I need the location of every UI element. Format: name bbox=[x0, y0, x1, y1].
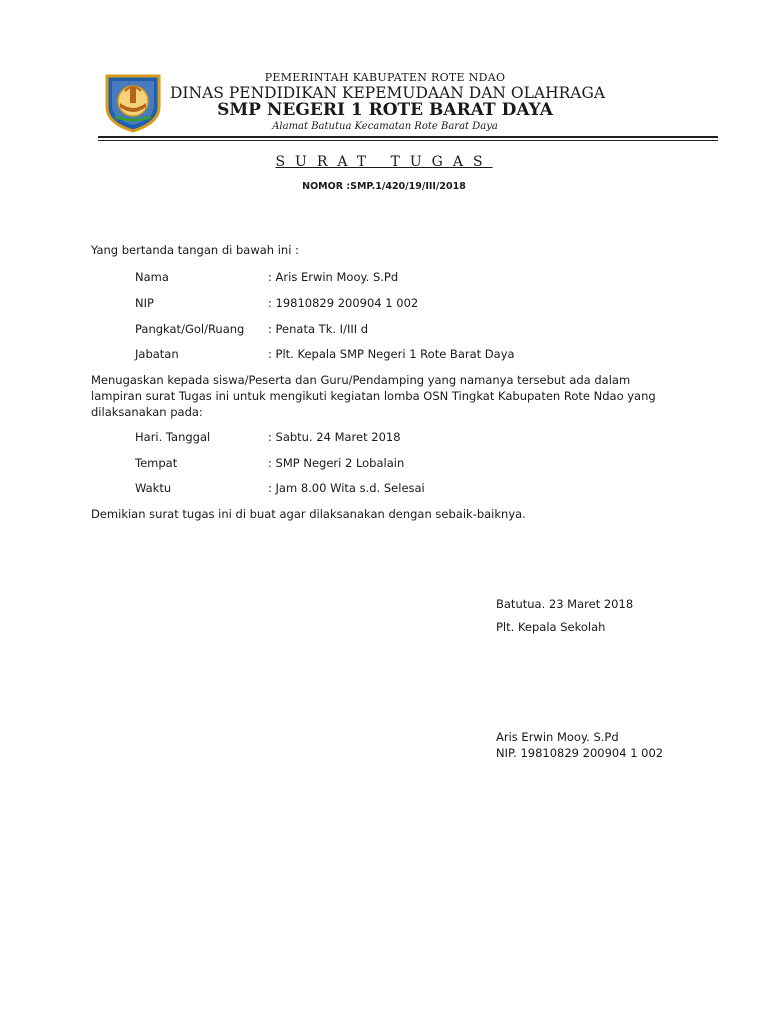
government-name: PEMERINTAH KABUPATEN ROTE NDAO bbox=[264, 71, 506, 84]
school-address: Alamat Batutua Kecamatan Rote Barat Daya bbox=[272, 121, 498, 132]
field-value-tempat: : SMP Negeri 2 Lobalain bbox=[268, 456, 405, 470]
field-value-nip: : 19810829 200904 1 002 bbox=[268, 296, 419, 310]
body-line-3: dilaksanakan pada: bbox=[91, 405, 203, 419]
letter-title: SURAT TUGAS bbox=[275, 154, 493, 170]
signature-name: Aris Erwin Mooy. S.Pd bbox=[496, 730, 619, 744]
field-label-nip: NIP bbox=[135, 296, 154, 310]
letterhead-divider bbox=[98, 136, 718, 138]
body-line-1: Menugaskan kepada siswa/Peserta dan Guru/Pendamping yang namanya tersebut ada dalam bbox=[91, 373, 631, 387]
field-label-waktu: Waktu bbox=[135, 481, 172, 495]
field-value-nama: : Aris Erwin Mooy. S.Pd bbox=[268, 270, 399, 284]
regency-emblem-icon bbox=[103, 73, 163, 133]
letterhead-divider-thin bbox=[98, 140, 718, 141]
field-label-hari: Hari. Tanggal bbox=[135, 430, 211, 444]
closing-text: Demikian surat tugas ini di buat agar dilaksanakan dengan sebaik-baiknya. bbox=[91, 507, 526, 521]
letter-number: NOMOR :SMP.1/420/19/III/2018 bbox=[302, 181, 466, 192]
field-label-tempat: Tempat bbox=[135, 456, 178, 470]
intro-text: Yang bertanda tangan di bawah ini : bbox=[91, 243, 299, 257]
body-line-2: lampiran surat Tugas ini untuk mengikuti kegiatan lomba OSN Tingkat Kabupaten Rote Ndao yang bbox=[91, 389, 656, 403]
field-value-hari: : Sabtu. 24 Maret 2018 bbox=[268, 430, 401, 444]
signature-place-date: Batutua. 23 Maret 2018 bbox=[496, 597, 634, 611]
signature-position: Plt. Kepala Sekolah bbox=[496, 620, 606, 634]
field-value-pangkat: : Penata Tk. I/III d bbox=[268, 322, 369, 336]
signature-nip: NIP. 19810829 200904 1 002 bbox=[496, 746, 664, 760]
field-value-waktu: : Jam 8.00 Wita s.d. Selesai bbox=[268, 481, 425, 495]
field-label-jabatan: Jabatan bbox=[135, 347, 179, 361]
school-name: SMP NEGERI 1 ROTE BARAT DAYA bbox=[217, 100, 553, 120]
field-label-pangkat: Pangkat/Gol/Ruang bbox=[135, 322, 245, 336]
department-name: DINAS PENDIDIKAN KEPEMUDAAN DAN OLAHRAGA bbox=[170, 84, 606, 102]
field-label-nama: Nama bbox=[135, 270, 169, 284]
field-value-jabatan: : Plt. Kepala SMP Negeri 1 Rote Barat Daya bbox=[268, 347, 515, 361]
